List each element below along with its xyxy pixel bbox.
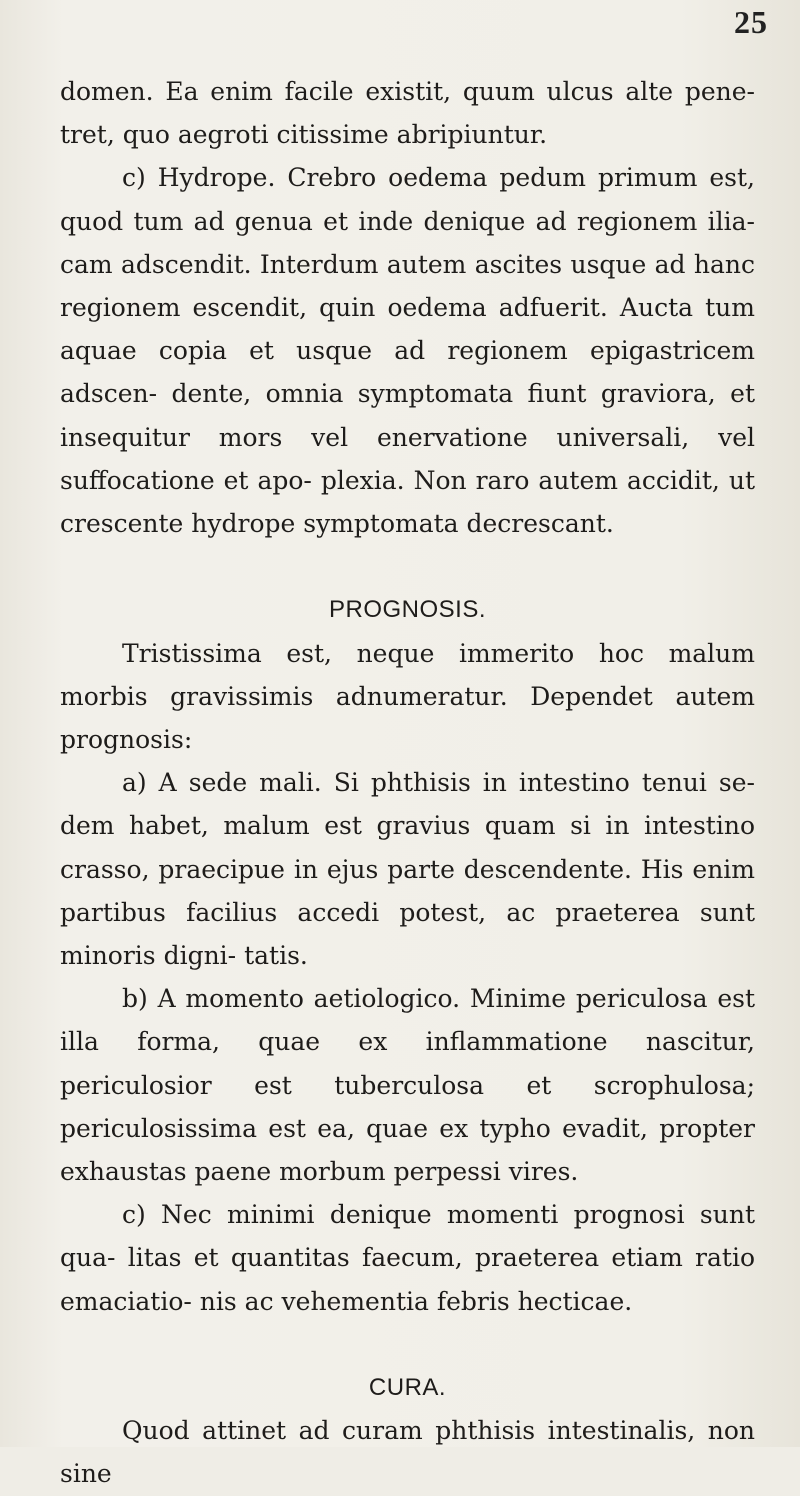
section-gap <box>60 1323 755 1366</box>
paragraph-cura: Quod attinet ad curam phthisis intestinalis, non sine <box>60 1416 755 1489</box>
heading-cura: CURA. <box>368 1374 447 1402</box>
paragraph-hydrope: c) Hydrope. Crebro oedema pedum primum est, quod tum ad genua et inde denique ad regionem ilia- cam adscendit. Interdum autem ascites usque ad hanc regionem escendit, quin oedema adfuerit. Aucta tum aquae copia et usque ad regionem epigastricem adscen- dente, omnia symptomata fiunt graviora, et insequitur mors vel enervatione universali, vel suffocatione et apo- plexia. Non raro autem accidit, ut crescente hydrope symptomata decrescant. <box>60 163 755 539</box>
page-number: 25 <box>734 4 768 40</box>
heading-prognosis: PROGNOSIS. <box>328 596 487 624</box>
page-text <box>60 70 755 1496</box>
paragraph-momento-aetiologico: b) A momento aetiologico. Minime periculosa est illa forma, quae ex inflammatione nascitur, periculosior est tuberculosa et scrophulosa; periculosissima est ea, quae ex typho evadit, propter exhaustas paene morbum perpessi vires. <box>60 984 755 1187</box>
paragraph-faecum: c) Nec minimi denique momenti prognosi sunt qua- litas et quantitas faecum, praeterea etiam ratio emaciatio- nis ac vehementia febris hecticae. <box>60 1200 755 1316</box>
paragraph-prognosis-intro: Tristissima est, neque immerito hoc malum morbis gravissimis adnumeratur. Dependet autem prognosis: <box>60 638 755 755</box>
section-gap <box>60 545 755 588</box>
paragraph-sede-mali: a) A sede mali. Si phthisis in intestino tenui se- dem habet, malum est gravius quam si in intestino crasso, praecipue in ejus parte descendente. His enim partibus facilius accedi potest, ac praeterea sunt minoris digni- tatis. <box>60 768 755 971</box>
paragraph-continuation: domen. Ea enim facile existit, quum ulcus alte pene- tret, quo aegroti citissime abripiuntur. <box>60 77 755 150</box>
